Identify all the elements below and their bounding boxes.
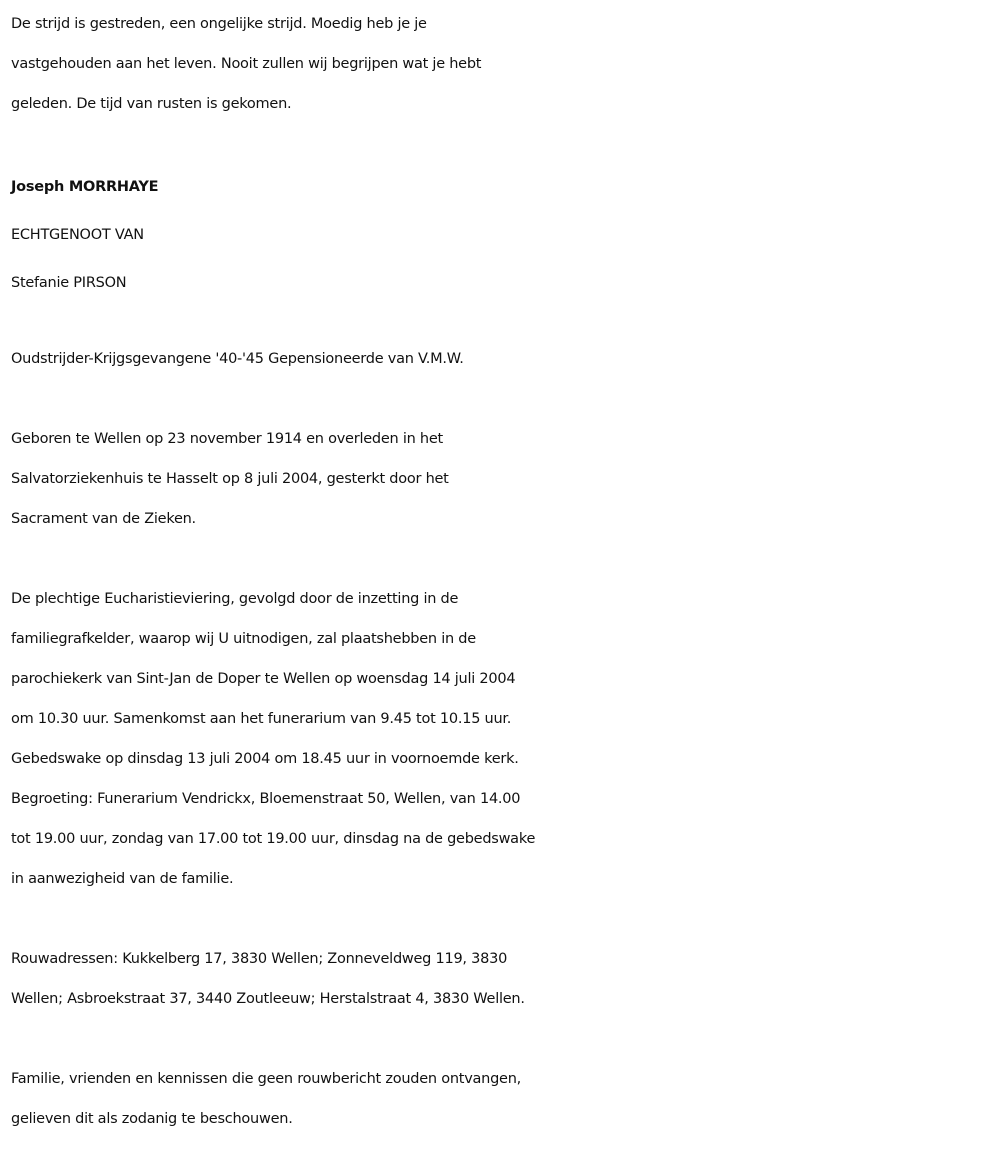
deceased-title: Oudstrijder-Krijgsgevangene '40-'45 Gepensioneerde van V.M.W. bbox=[11, 351, 464, 367]
spouse-name: Stefanie PIRSON bbox=[11, 275, 127, 291]
ceremony-line: in aanwezigheid van de familie. bbox=[11, 871, 234, 887]
title-paragraph bbox=[11, 339, 991, 379]
ceremony-line: Begroeting: Funerarium Vendrickx, Bloemenstraat 50, Wellen, van 14.00 bbox=[11, 791, 521, 807]
closing-line: Familie, vrienden en kennissen die geen rouwbericht zouden ontvangen, bbox=[11, 1071, 522, 1087]
ceremony-line: parochiekerk van Sint-Jan de Doper te Wellen op woensdag 14 juli 2004 bbox=[11, 671, 516, 687]
intro-line: vastgehouden aan het leven. Nooit zullen wij begrijpen wat je hebt bbox=[11, 56, 482, 72]
obituary-document bbox=[11, 4, 991, 1139]
ceremony-line: familiegrafkelder, waarop wij U uitnodigen, zal plaatshebben in de bbox=[11, 631, 476, 647]
addresses-line: Rouwadressen: Kukkelberg 17, 3830 Wellen; Zonneveldweg 119, 3830 bbox=[11, 951, 508, 967]
relation-label: ECHTGENOOT VAN bbox=[11, 227, 144, 243]
closing-paragraph bbox=[11, 1059, 991, 1139]
intro-line: geleden. De tijd van rusten is gekomen. bbox=[11, 96, 292, 112]
birth-line: Sacrament van de Zieken. bbox=[11, 511, 196, 527]
birth-paragraph bbox=[11, 419, 991, 539]
ceremony-line: Gebedswake op dinsdag 13 juli 2004 om 18.45 uur in voornoemde kerk. bbox=[11, 751, 519, 767]
addresses-paragraph bbox=[11, 939, 991, 1019]
closing-line: gelieven dit als zodanig te beschouwen. bbox=[11, 1111, 293, 1127]
ceremony-line: tot 19.00 uur, zondag van 17.00 tot 19.00 uur, dinsdag na de gebedswake bbox=[11, 831, 536, 847]
deceased-block bbox=[11, 163, 991, 307]
ceremony-line: om 10.30 uur. Samenkomst aan het funerarium van 9.45 tot 10.15 uur. bbox=[11, 711, 512, 727]
addresses-line: Wellen; Asbroekstraat 37, 3440 Zoutleeuw; Herstalstraat 4, 3830 Wellen. bbox=[11, 991, 525, 1007]
birth-line: Salvatorziekenhuis te Hasselt op 8 juli 2004, gesterkt door het bbox=[11, 471, 449, 487]
ceremony-paragraph bbox=[11, 579, 991, 899]
intro-line: De strijd is gestreden, een ongelijke strijd. Moedig heb je je bbox=[11, 16, 427, 32]
intro-paragraph bbox=[11, 4, 991, 124]
birth-line: Geboren te Wellen op 23 november 1914 en overleden in het bbox=[11, 431, 443, 447]
ceremony-line: De plechtige Eucharistieviering, gevolgd door de inzetting in de bbox=[11, 591, 459, 607]
deceased-name: Joseph MORRHAYE bbox=[11, 179, 159, 195]
